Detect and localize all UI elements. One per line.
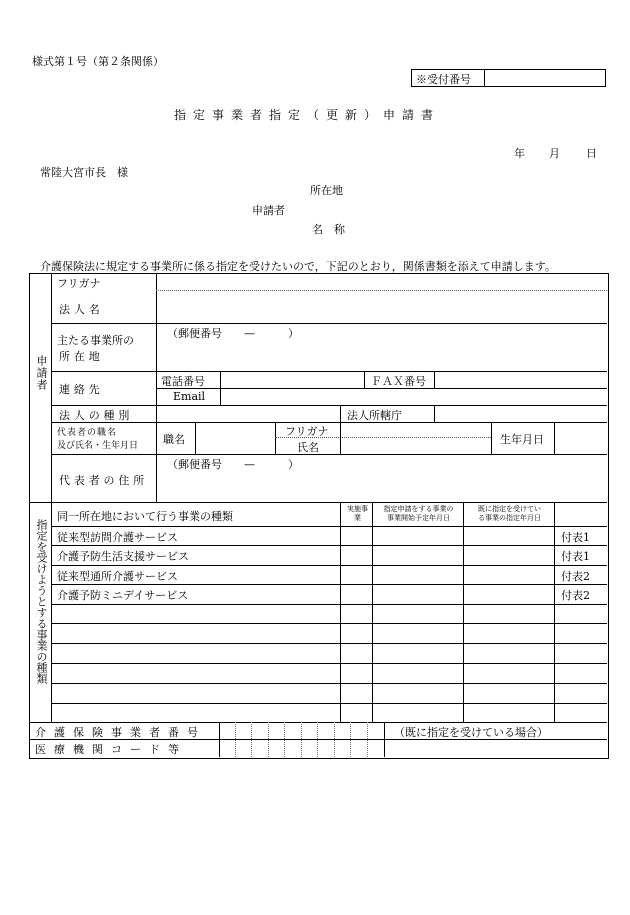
date-year: 年 — [514, 147, 525, 160]
corp-name-label: 法人名 — [59, 303, 104, 316]
prior-designation-header: 既に指定を受けてい る事業の指定年月日 — [478, 505, 541, 522]
corp-authority-label: 法人所轄庁 — [347, 409, 402, 422]
name-label: 名 称 — [312, 223, 345, 236]
rep-postal-code: （郵便番号 — ） — [167, 458, 299, 471]
applicant-side-label: 申請者 — [35, 355, 48, 391]
date-month: 月 — [549, 147, 560, 160]
services-side-label: 指定を受けようとする事業の種類 — [35, 519, 48, 684]
application-form-table — [29, 273, 609, 759]
fax-input[interactable] — [439, 373, 604, 387]
address-label: 所在地 — [310, 184, 343, 197]
implement-header: 実施事業 — [347, 505, 368, 522]
receipt-number-label: ※受付番号 — [416, 73, 471, 86]
insurer-number-input[interactable] — [220, 723, 383, 738]
birth-date-label: 生年月日 — [500, 433, 544, 446]
document-title: 指定事業者指定（更新）申請書 — [174, 108, 441, 122]
email-label: Email — [173, 390, 206, 403]
fax-label: ＦＡＸ番号 — [371, 375, 426, 388]
rep-title-label-1: 代表者の職名 — [57, 428, 118, 438]
form-number: 様式第１号（第２条関係） — [32, 55, 164, 68]
date-day: 日 — [586, 147, 597, 160]
phone-input[interactable] — [224, 373, 360, 387]
service-type-header: 同一所在地において行う事業の種類 — [57, 510, 233, 523]
addressee: 常陸大宮市長 様 — [40, 166, 128, 179]
service-row-name: 介護予防生活支援サービス — [57, 550, 189, 563]
service-row-note: 付表2 — [561, 589, 590, 602]
rep-furigana-label: フリガナ — [285, 425, 329, 438]
receipt-number-box — [411, 69, 606, 87]
insurer-number-label: 介護保険事業者番号 — [35, 726, 206, 739]
corp-type-label: 法人の種別 — [59, 409, 134, 422]
intro-text: 介護保険法に規定する事業所に係る指定を受けたいので，下記のとおり，関係書類を添えて申請します。 — [40, 260, 556, 273]
start-date-header: 指定申請をする事業の 事業開始予定年月日 — [383, 505, 454, 522]
office-postal-code: （郵便番号 — ） — [167, 327, 299, 340]
service-row-name: 従来型通所介護サービス — [57, 570, 178, 583]
service-row-note: 付表2 — [561, 570, 590, 583]
rep-title-label-2: 及び氏名・生年月日 — [57, 441, 139, 451]
rep-name-label: 氏名 — [297, 441, 319, 454]
contact-label: 連絡先 — [59, 383, 104, 396]
email-input[interactable] — [224, 390, 604, 404]
applicant-label: 申請者 — [252, 204, 285, 217]
service-row-note: 付表1 — [561, 550, 590, 563]
service-row-name: 従来型訪問介護サービス — [57, 531, 178, 544]
service-row-note: 付表1 — [561, 531, 590, 544]
rep-address-label: 代表者の住所 — [59, 474, 149, 487]
medical-code-input[interactable] — [220, 740, 383, 756]
main-office-label-1: 主たる事業所の — [57, 334, 134, 347]
insurer-number-note: （既に指定を受けている場合） — [394, 726, 548, 739]
main-office-label-2: 所在地 — [59, 350, 104, 363]
phone-label: 電話番号 — [161, 375, 205, 388]
service-row-name: 介護予防ミニデイサービス — [57, 589, 189, 602]
position-label: 職名 — [163, 433, 185, 446]
medical-code-label: 医療機関コード等 — [35, 743, 187, 756]
furigana-label: フリガナ — [57, 277, 101, 290]
